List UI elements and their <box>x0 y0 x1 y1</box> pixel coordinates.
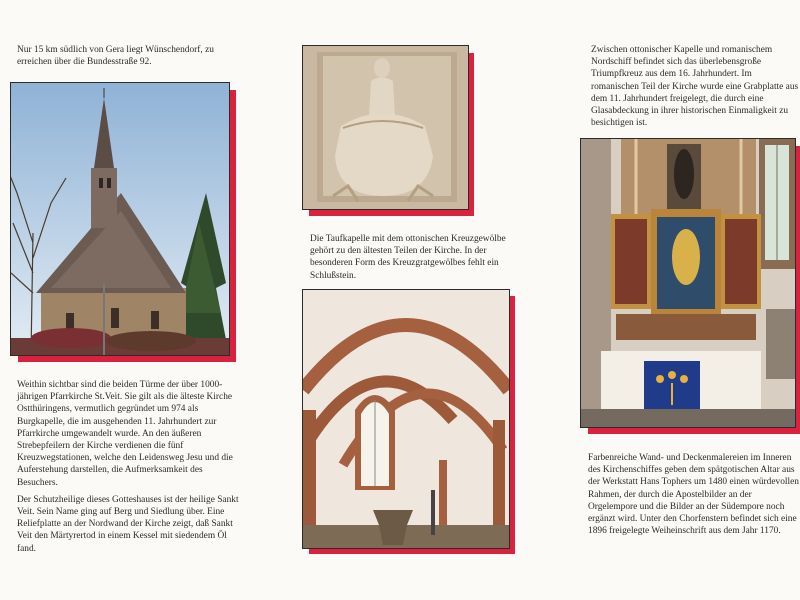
paragraph-patron-saint: Der Schutzheilige dieses Gotteshauses ist der heilige Sankt Veit. Sein Name ging auf Berg und Siedlung über. Eine Reliefplatte an der Nordwand der Kirche zeigt, daß Sankt Veit den Märtyrertod in einem Kessel mit siedendem Öl fand. <box>17 494 239 554</box>
paragraph-triumphal-cross: Zwischen ottonischer Kapelle und romanischem Nordschiff befindet sich das überlebensgroße Triumpfkreuz aus dem 16. Jahrhundert. Im romanischen Teil der Kirche wurde eine Grabplatte aus dem 11. Jahrhundert freigelegt, die durch eine Glasabdeckung in ihrer historischen Einmaligkeit zu besichtigen ist. <box>591 45 799 129</box>
relief-photo <box>302 45 469 210</box>
body-text-left <box>17 379 239 560</box>
altar-photo <box>580 138 796 428</box>
chapel-vault-photo <box>302 289 510 549</box>
body-text-right <box>588 452 800 542</box>
church-exterior-photo <box>10 82 230 356</box>
paragraph-paintings-altar: Farbenreiche Wand- und Deckenmalereien im Inneren des Kirchenschiffes geben dem spätgotischen Altar aus der Werkstatt Hans Tophers um 1480 einen würdevollen Rahmen, der durch die Apostelbilder an der Orgelempore und die Bilder an der Südempore noch ergänzt wird. Unter den Chorfenstern befindet sich eine 1896 freigelegte Weiheinschrift aus dem Jahr 1170. <box>588 453 799 537</box>
intro-text-left <box>17 44 227 73</box>
intro-text-right <box>591 44 800 134</box>
caption-middle <box>310 233 515 287</box>
paragraph-church-history: Weithin sichtbar sind die beiden Türme der über 1000-jährigen Pfarrkirche St.Veit. Sie gilt als die älteste Kirche Ostthüringens, vermutlich gegründet um 974 als Burgkapelle, die im ausgehenden 11. Jahrhundert zur Pfarrkirche umgewandelt wurde. An den äußeren Strebepfeilern der Kirche verdienen die fünf Kreuzwegstationen, welche den Leidensweg Jesu und die Auferstehung darstellen, die Aufmerksamkeit des Besuchers. <box>17 380 233 488</box>
caption-baptism-chapel: Die Taufkapelle mit dem ottonischen Kreuzgewölbe gehört zu den ältesten Teilen der Kirche. In der besonderen Form des Kreuzgratgewölbes fehlt ein Schlußstein. <box>310 234 506 281</box>
intro-paragraph: Nur 15 km südlich von Gera liegt Wünschendorf, zu erreichen über die Bundesstraße 92. <box>17 45 214 68</box>
